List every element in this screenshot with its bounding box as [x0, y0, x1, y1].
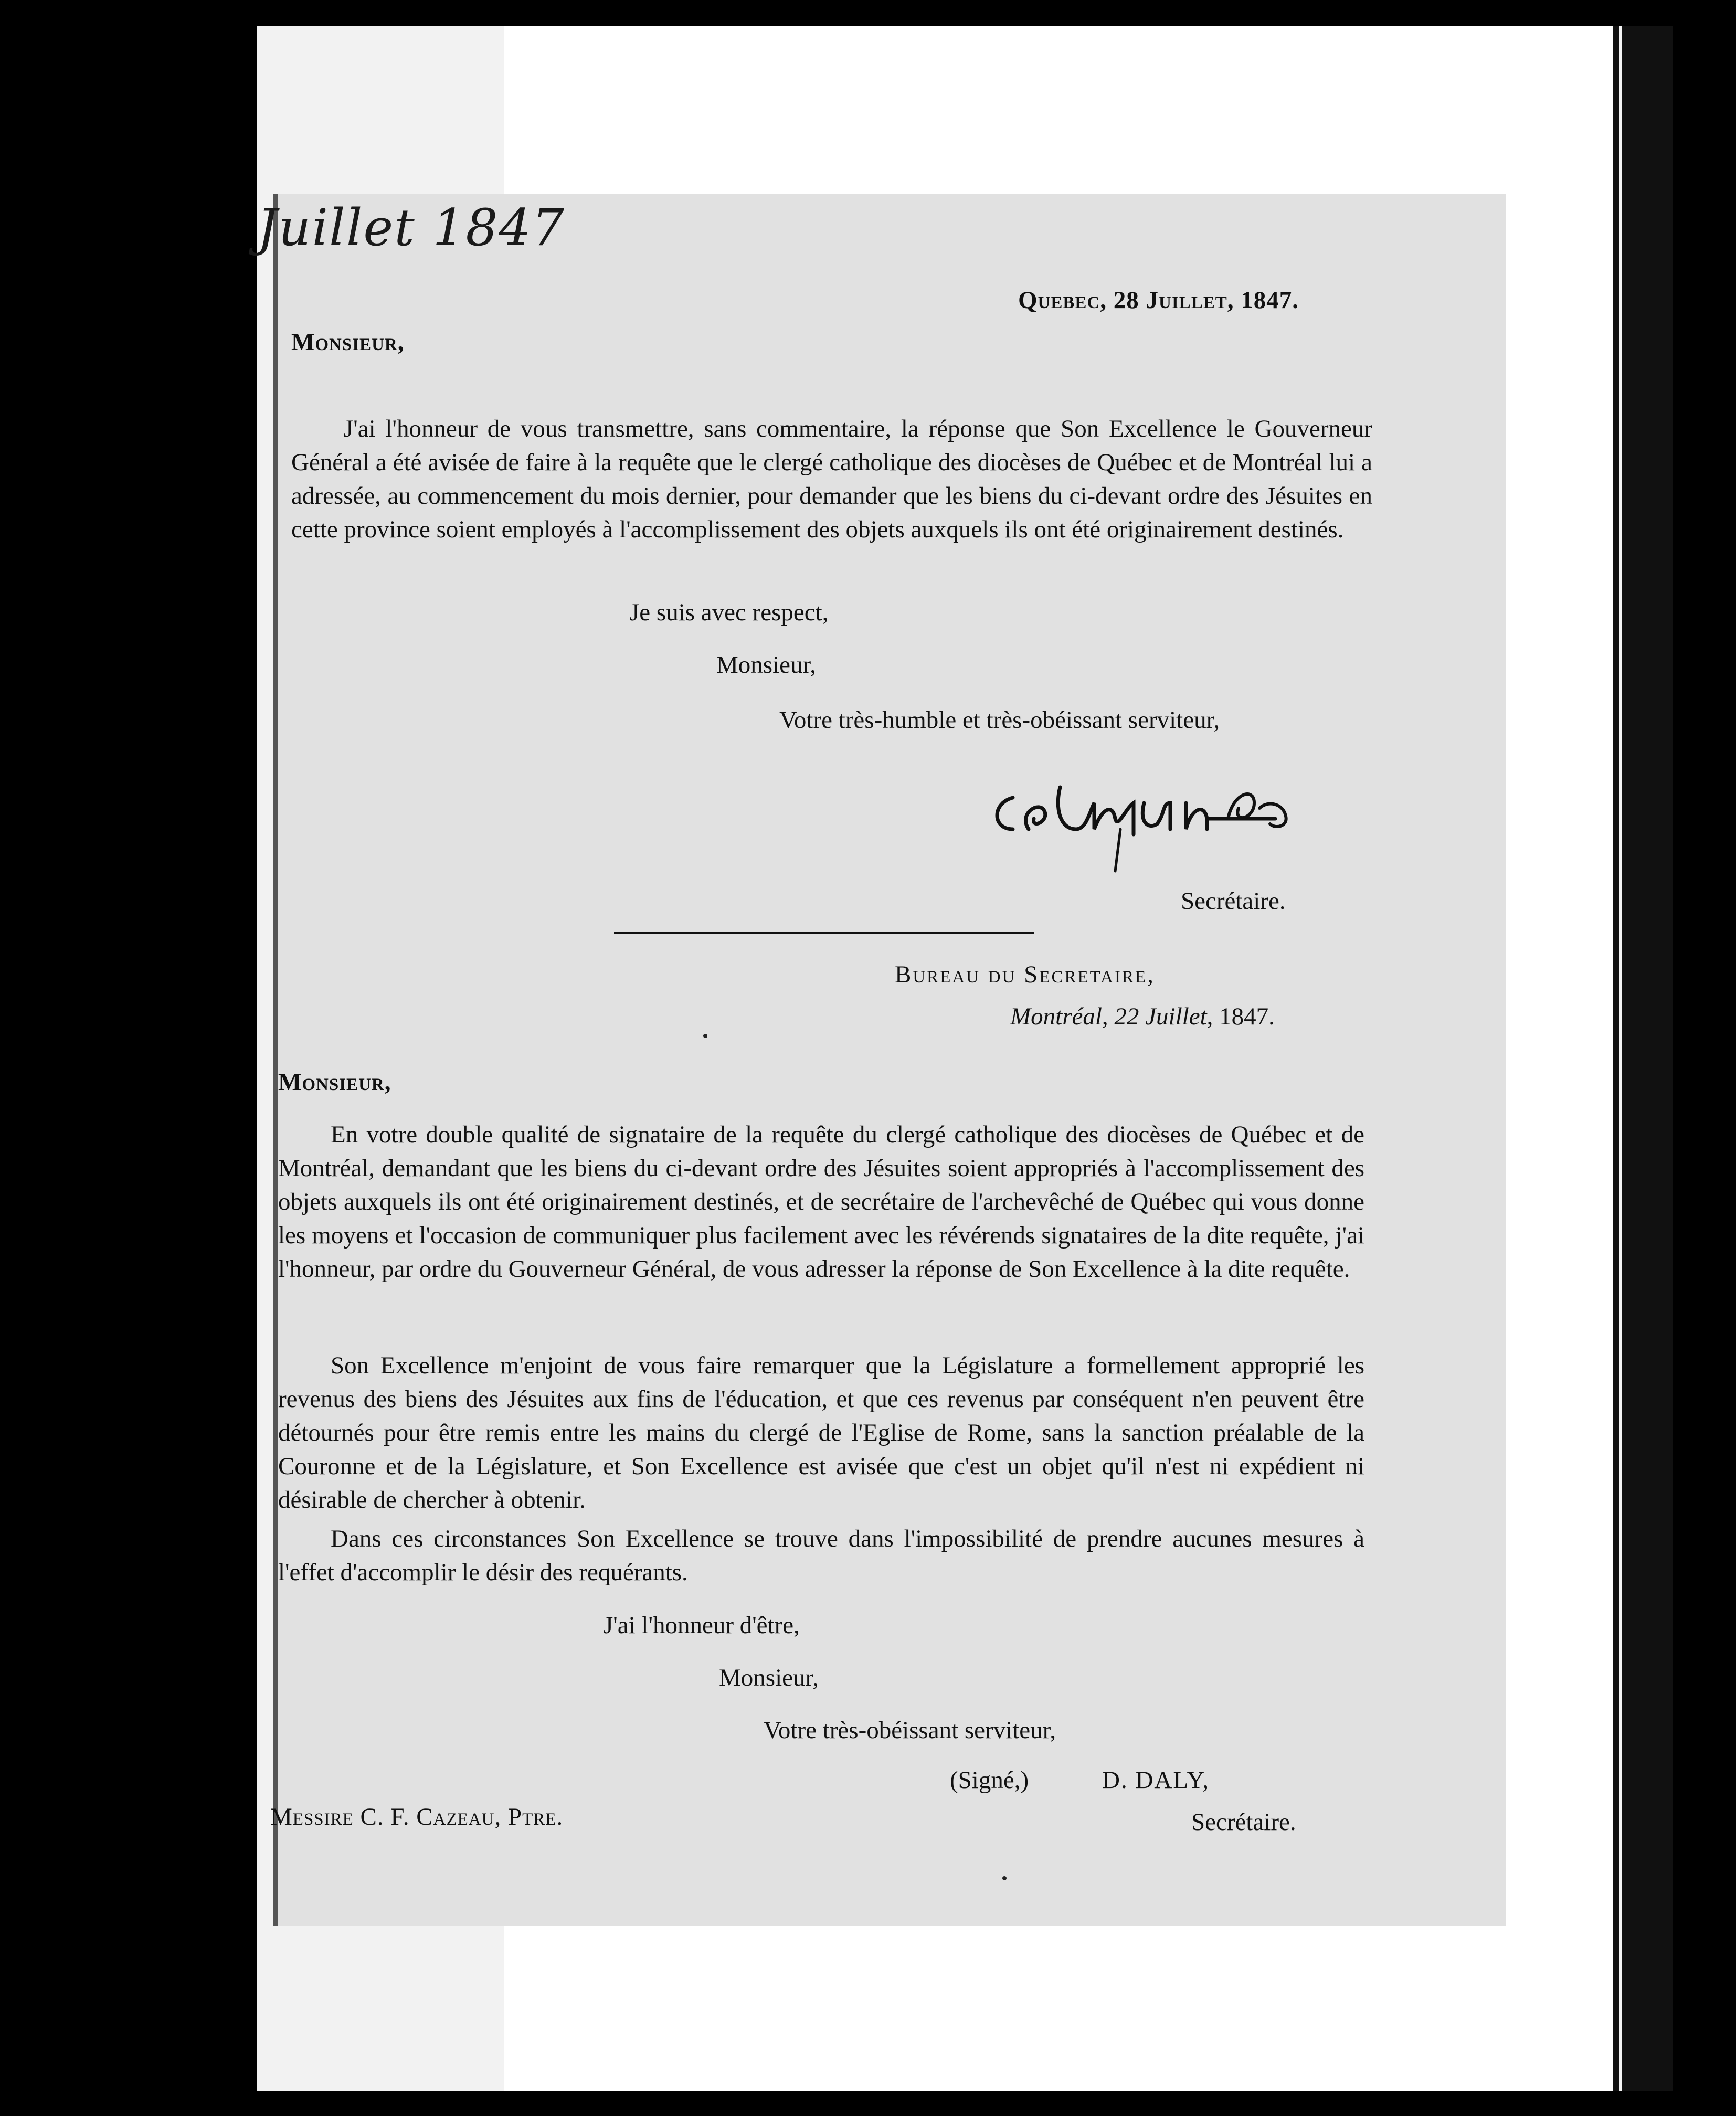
letter1-signer-title: Secrétaire.	[1181, 887, 1286, 915]
letter1-body: J'ai l'honneur de vous transmettre, sans commentaire, la réponse que Son Excellence le Gouverneur Général a été avisée de faire à la requête que le clergé catholique des diocèses de Québec et de Montréal lui a adressée, au commencement du mois dernier, pour demander que les biens du ci-devant ordre des Jésuites en cette province soient employés à l'accomplissement des objets auxquels ils ont été originairement destinés.	[291, 415, 1372, 543]
letter2-year: 1847.	[1219, 1003, 1275, 1030]
handwritten-signature	[981, 750, 1322, 876]
letter2-dateline: Montréal, 22 Juillet, 1847.	[1010, 1003, 1275, 1030]
letter2-date: 22 Juillet	[1114, 1003, 1207, 1030]
letter1-dateline: Quebec, 28 Juillet, 1847.	[1018, 287, 1299, 314]
letter2-paragraph-2: Son Excellence m'enjoint de vous faire remarquer que la Législature a formellement approprié les revenus des biens des Jésuites aux fins de l'éducation, et que ces revenus par conséquent n'en peuvent être détournés pour être remis entre les mains du clergé de l'Eglise de Rome, sans la sanction préalable de la Couronne et de la Législature, et Son Excellence est avisée que c'est un objet qu'il n'est ni expédient ni désirable de chercher à obtenir.	[278, 1352, 1364, 1514]
letter1-closing-servant: Votre très-humble et très-obéissant serviteur,	[779, 706, 1220, 734]
letter2-paragraph-3: Dans ces circonstances Son Excellence se trouve dans l'impossibilité de prendre aucunes mesures à l'effet d'accomplir le désir des requérants.	[278, 1525, 1364, 1586]
letter2-closing-servant: Votre très-obéissant serviteur,	[764, 1717, 1056, 1744]
letter2-closing-monsieur: Monsieur,	[719, 1664, 819, 1691]
speck	[703, 1034, 707, 1038]
section-divider	[614, 932, 1034, 934]
letter2-signed-note: (Signé,)	[950, 1766, 1029, 1794]
handwritten-annotation: Juillet 1847	[257, 198, 565, 257]
letter2-signer-title: Secrétaire.	[1191, 1808, 1296, 1836]
letter1-salutation: Monsieur,	[291, 329, 405, 356]
film-border	[1613, 26, 1673, 2091]
speck	[1002, 1876, 1007, 1880]
letter2-office: Bureau du Secretaire,	[895, 961, 1155, 988]
letter2-addressee: Messire C. F. Cazeau, Ptre.	[270, 1803, 564, 1831]
letter1-closing-monsieur: Monsieur,	[716, 651, 817, 679]
letter2-signer: D. DALY,	[1102, 1766, 1210, 1794]
letter2-place: Montréal	[1010, 1003, 1102, 1030]
letter2-salutation: Monsieur,	[278, 1068, 391, 1096]
letter2-paragraph-1: En votre double qualité de signataire de la requête du clergé catholique des diocèses de Québec et de Montréal, demandant que les biens du ci-devant ordre des Jésuites soient appropriés à l'accomplissement des objets auxquels ils ont été originairement destinés, et de secrétaire de l'archevêché de Québec qui vous donne les moyens et l'occasion de communiquer plus facilement avec les révérends signataires de la dite requête, j'ai l'honneur, par ordre du Gouverneur Général, de vous adresser la réponse de Son Excellence à la dite requête.	[278, 1121, 1364, 1283]
letter2-closing-honour: J'ai l'honneur d'être,	[604, 1612, 800, 1639]
letter1-closing-respect: Je suis avec respect,	[630, 599, 829, 626]
